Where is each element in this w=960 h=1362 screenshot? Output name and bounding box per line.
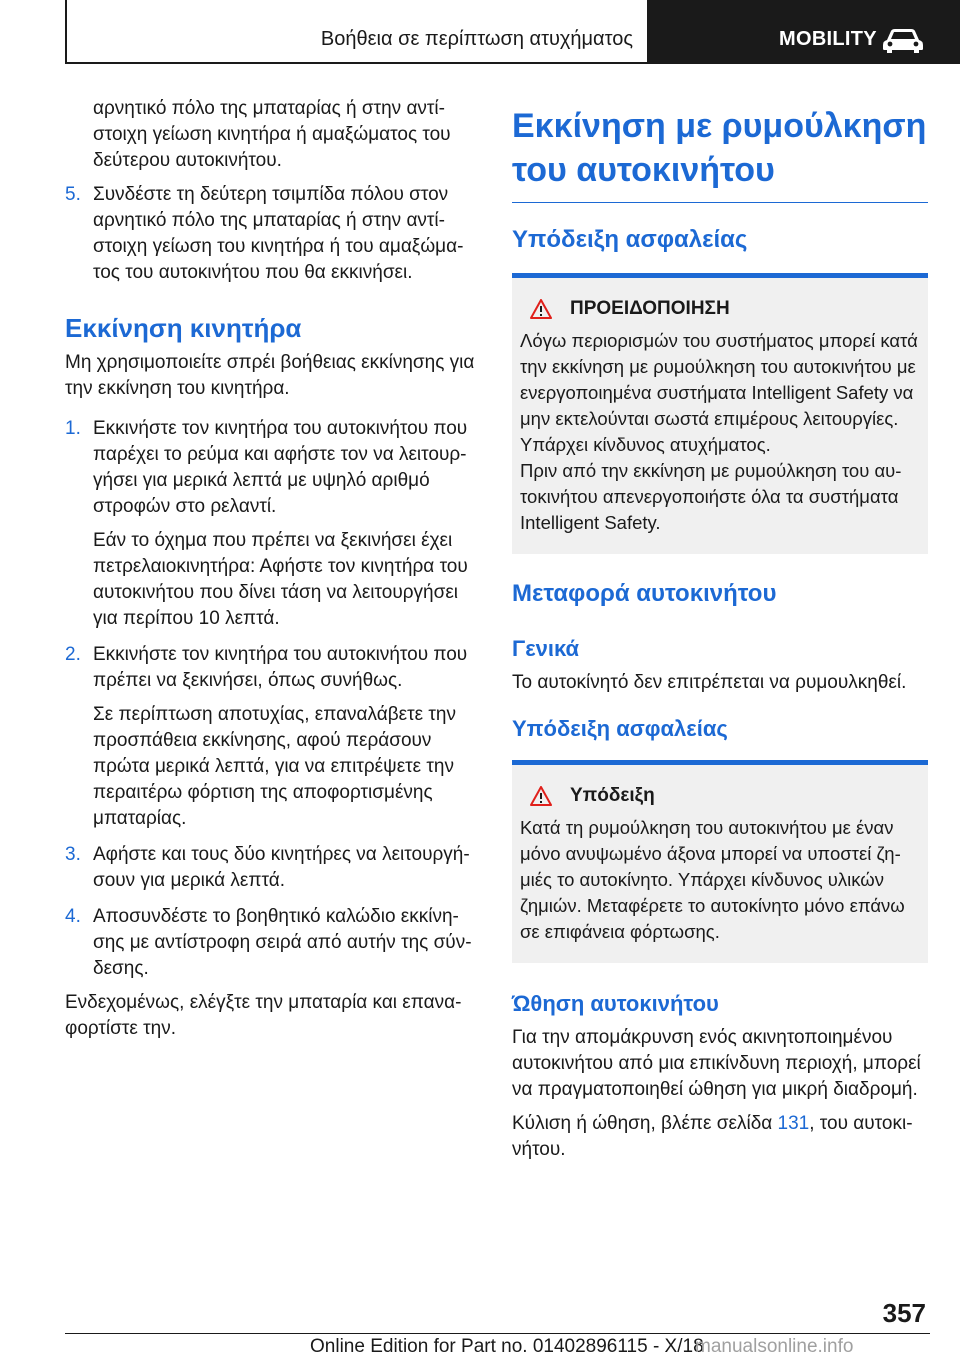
push-reference [512,1111,928,1163]
tow-start-heading: Εκκίνηση με ρυμούλκηση του αυτοκινήτου [512,107,927,189]
step-note: Εάν το όχημα που πρέπει να ξεκινήσει έχει πετρελαιοκινητήρα: Αφήστε τον κινητήρα του αυτοκινήτου που δίνει τάση να λειτουργήσει για περίπου 10 λεπτά. [93,530,468,629]
left-column [65,96,477,1042]
heading-divider [512,202,928,203]
safety-heading-2: Υπόδειξη ασφαλείας [512,716,728,741]
right-column [512,104,928,1163]
step-number: 4. [65,906,81,927]
safety-heading-1: Υπόδειξη ασφαλείας [512,226,748,253]
step-text: Εκκινήστε τον κινητήρα του αυτοκινήτου που πρέπει να ξεκινήσει, όπως συνήθως. [93,644,468,691]
general-heading: Γενικά [512,636,580,661]
warning-text: Λόγω περιορισμών του συστήματος μπορεί κατά την εκκίνηση με ρυμούλκηση του αυτοκινήτου με ενεργοποιημένα συστήματα Intelligent Safety να μην εκτελούνται σωστά επιμέρους λειτουργίες. Υπάρχει κίνδυνος ατυχήματος. [520,330,918,455]
watermark: manualsonline.info [695,1336,854,1357]
warning-box [512,278,928,554]
general-text: Το αυτοκίνητό δεν επιτρέπεται να ρυμουλκηθεί. [512,672,907,693]
footer-divider [65,1333,930,1334]
warning-text: Πριν από την εκκίνηση με ρυμούλκηση του αυτοκινήτου απενεργοποιήστε όλα τα συστήματα Intelligent Safety. [520,460,902,533]
closing-text: Ενδεχομένως, ελέγξτε την μπαταρία και επαναφορτίστε την. [65,992,462,1039]
push-text: Για την απομάκρυνση ενός ακινητοποιημένου αυτοκινήτου από μια επικίνδυνη περιοχή, μπορεί να πραγματοποιηθεί ώθηση για μικρή διαδρομή. [512,1027,921,1100]
list-item [65,642,477,694]
list-item [65,416,477,520]
step-number: 2. [65,644,81,665]
reference-text: Κύλιση ή ώθηση, βλέπε σελίδα [512,1113,778,1134]
note-box [512,765,928,963]
reference-text: , του αυτοκινήτου. [512,1113,913,1160]
page-reference-link[interactable]: 131 [777,1113,810,1134]
push-heading: Ώθηση αυτοκινήτου [512,991,719,1016]
header-section-box [65,0,649,64]
step-text: Αφήστε και τους δύο κινητήρες να λειτουργήσουν για μερικά λεπτά. [93,844,470,891]
engine-intro: Μη χρησιμοποιείτε σπρέι βοήθειας εκκίνησης για την εκκίνηση του κινητήρα. [65,352,475,399]
mobility-tab-label: MOBILITY [779,28,877,50]
warning-triangle-icon [530,299,552,319]
footer-edition: Online Edition for Part no. 01402896115 - X/18 [310,1336,704,1357]
step-number: 3. [65,844,81,865]
continued-text: αρνητικό πόλο της μπαταρίας ή στην αντίστοιχη γείωση κινητήρα ή αμαξώματος του δεύτερου αυτοκινήτου. [93,98,451,171]
header-section-title: Βοήθεια σε περίπτωση ατυχήματος [320,28,633,50]
engine-start-heading: Εκκίνηση κινητήρα [65,313,302,343]
step-text: Αποσυνδέστε το βοηθητικό καλώδιο εκκίνησης με αντίστροφη σειρά από αυτήν της σύνδεσης. [93,906,472,979]
step-text: Συνδέστε τη δεύτερη τσιμπίδα πόλου στον αρνητικό πόλο της μπαταρίας ή στην αντίστοιχη γείωση του κινητήρα ή του αμαξώματος του αυτοκινήτου που θα εκκινήσει. [93,184,464,283]
list-item [65,904,477,982]
transport-heading: Μεταφορά αυτοκινήτου [512,580,777,607]
warning-title: ΠΡΟΕΙΔΟΠΟΙΗΣΗ [570,298,730,319]
note-title: Υπόδειξη [570,785,655,806]
step-note: Σε περίπτωση αποτυχίας, επαναλάβετε την προσπάθεια εκκίνησης, αφού περάσουν πρώτα μερικά λεπτά, για να επιτρέψετε την περαιτέρω φόρτιση της αποφορτισμένης μπαταρίας. [93,704,456,829]
header-mobility-tab[interactable] [649,0,960,64]
step-text: Εκκινήστε τον κινητήρα του αυτοκινήτου που παρέχει το ρεύμα και αφήστε τον να λειτουργήσει για μερικά λεπτά με υψηλό αριθμό στροφών στο ρελαντί. [93,418,468,517]
note-text: Κατά τη ρυμούλκηση του αυτοκινήτου με έναν μόνο ανυψωμένο άξονα μπορεί να υποστεί ζημιές το αυτοκίνητο. Υπάρχει κίνδυνος υλικών ζημιών. Μεταφέρετε το αυτοκίνητο μόνο επάνω σε επιφάνεια φόρτωσης. [520,817,905,942]
car-icon [881,26,925,54]
list-item [65,842,477,894]
page-number: 357 [882,1298,926,1328]
warning-triangle-icon [530,786,552,806]
step-number: 1. [65,418,81,439]
list-item [65,182,477,286]
step-number: 5. [65,184,81,205]
